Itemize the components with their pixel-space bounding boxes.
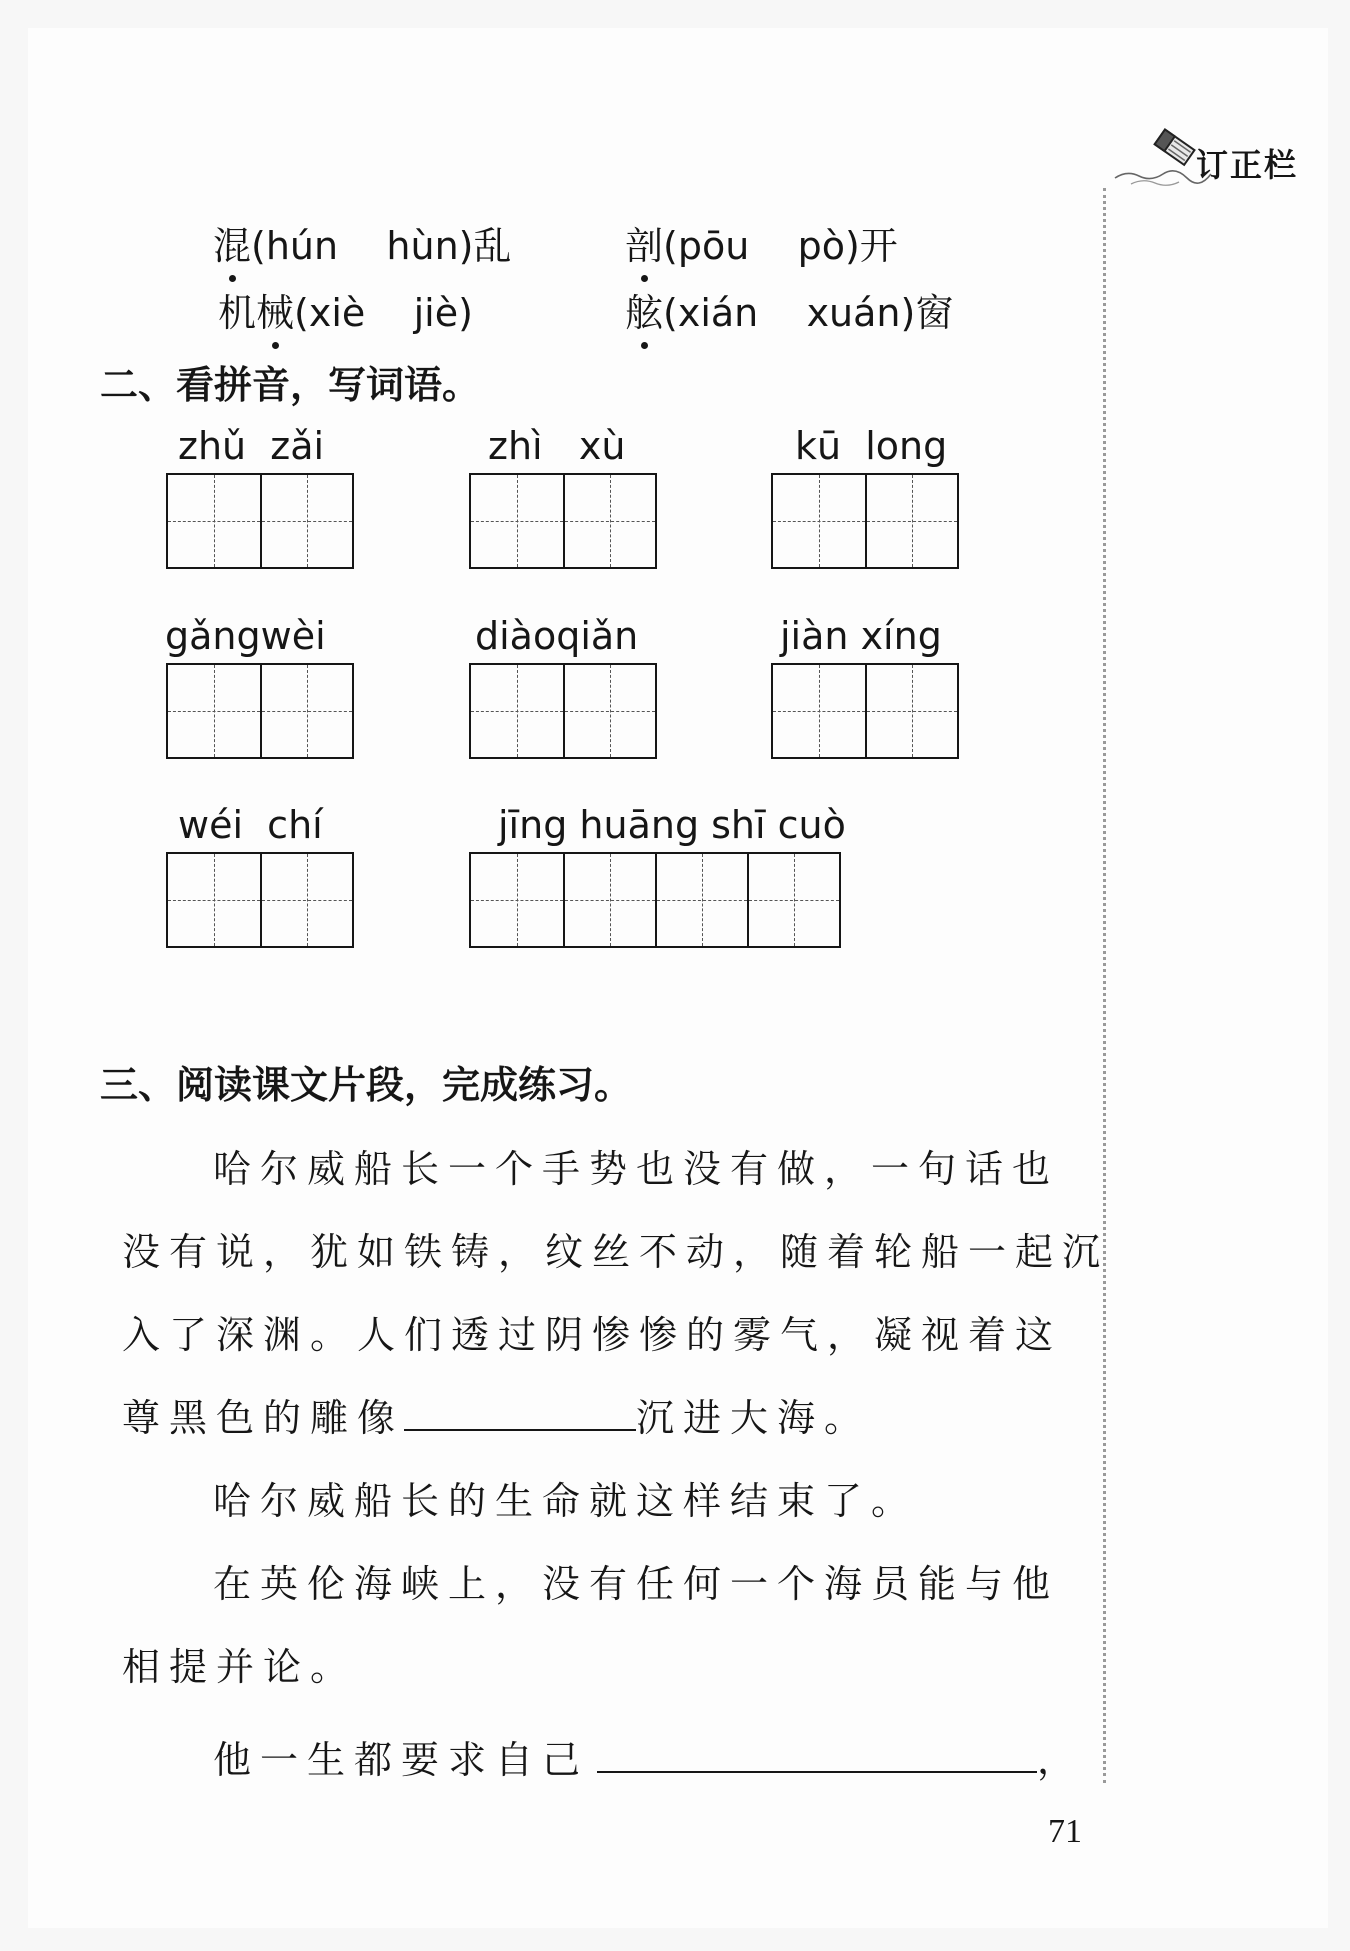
fill-blank[interactable] — [597, 1733, 1037, 1773]
writing-cell[interactable] — [563, 665, 655, 757]
pinyin-label: jīng huāng shī cuò — [498, 803, 846, 847]
passage-line: 尊黑色的雕像 沉进大海。 — [122, 1387, 871, 1442]
pinyin-label: kū long — [795, 424, 948, 468]
pinyin-label: zhì xù — [488, 424, 626, 468]
writing-grid[interactable] — [166, 663, 354, 759]
passage-line: 哈尔威船长一个手势也没有做，一句话也 — [213, 1147, 1060, 1191]
page-number: 71 — [1048, 1813, 1082, 1850]
correction-column-divider — [1103, 188, 1106, 1783]
writing-cell[interactable] — [865, 475, 957, 567]
writing-cell[interactable] — [168, 854, 260, 946]
passage-line: 哈尔威船长的生命就这样结束了。 — [213, 1479, 919, 1523]
writing-grid[interactable] — [469, 663, 657, 759]
passage-line: 他一生都要求自己 ， — [213, 1729, 1084, 1784]
pronunciation-item: 剖(pōu pò)开 — [625, 224, 898, 268]
writing-cell[interactable] — [260, 665, 352, 757]
passage-line: 入了深渊。人们透过阴惨惨的雾气，凝视着这 — [122, 1313, 1063, 1357]
section-heading: 三、阅读课文片段，完成练习。 — [100, 1063, 633, 1107]
writing-cell[interactable] — [471, 475, 563, 567]
writing-cell[interactable] — [168, 665, 260, 757]
emphasized-char: 舷 — [625, 291, 664, 335]
workbook-page — [28, 28, 1328, 1928]
emphasized-char: 混 — [213, 224, 252, 268]
correction-column-title: 订正栏 — [1196, 146, 1299, 184]
writing-cell[interactable] — [471, 854, 563, 946]
pinyin-label: wéi chí — [178, 803, 323, 847]
pronunciation-item: 混(hún hùn)乱 — [213, 224, 512, 268]
passage-line: 在英伦海峡上，没有任何一个海员能与他 — [213, 1562, 1060, 1606]
writing-cell[interactable] — [655, 854, 747, 946]
pinyin-label: jiàn xíng — [780, 614, 942, 658]
emphasized-char: 剖 — [625, 224, 664, 268]
passage-line: 没有说，犹如铁铸，纹丝不动，随着轮船一起沉 — [122, 1230, 1110, 1274]
writing-cell[interactable] — [260, 854, 352, 946]
emphasized-char: 械 — [256, 291, 295, 335]
writing-cell[interactable] — [260, 475, 352, 567]
writing-grid[interactable] — [469, 852, 841, 948]
passage-line: 相提并论。 — [122, 1645, 358, 1689]
writing-cell[interactable] — [773, 665, 865, 757]
fill-blank[interactable] — [404, 1391, 636, 1431]
section-heading: 二、看拼音，写词语。 — [100, 363, 481, 407]
writing-grid[interactable] — [771, 473, 959, 569]
pronunciation-item: 舷(xián xuán)窗 — [625, 291, 954, 335]
writing-cell[interactable] — [168, 475, 260, 567]
writing-cell[interactable] — [471, 665, 563, 757]
pronunciation-item: 机械(xiè jiè) — [218, 291, 473, 335]
writing-cell[interactable] — [773, 475, 865, 567]
writing-cell[interactable] — [563, 854, 655, 946]
writing-grid[interactable] — [166, 473, 354, 569]
writing-cell[interactable] — [563, 475, 655, 567]
pinyin-label: gǎngwèi — [165, 614, 326, 658]
writing-grid[interactable] — [771, 663, 959, 759]
writing-grid[interactable] — [469, 473, 657, 569]
writing-grid[interactable] — [166, 852, 354, 948]
pinyin-label: zhǔ zǎi — [178, 424, 325, 468]
pinyin-label: diàoqiǎn — [475, 614, 639, 658]
writing-cell[interactable] — [747, 854, 839, 946]
writing-cell[interactable] — [865, 665, 957, 757]
